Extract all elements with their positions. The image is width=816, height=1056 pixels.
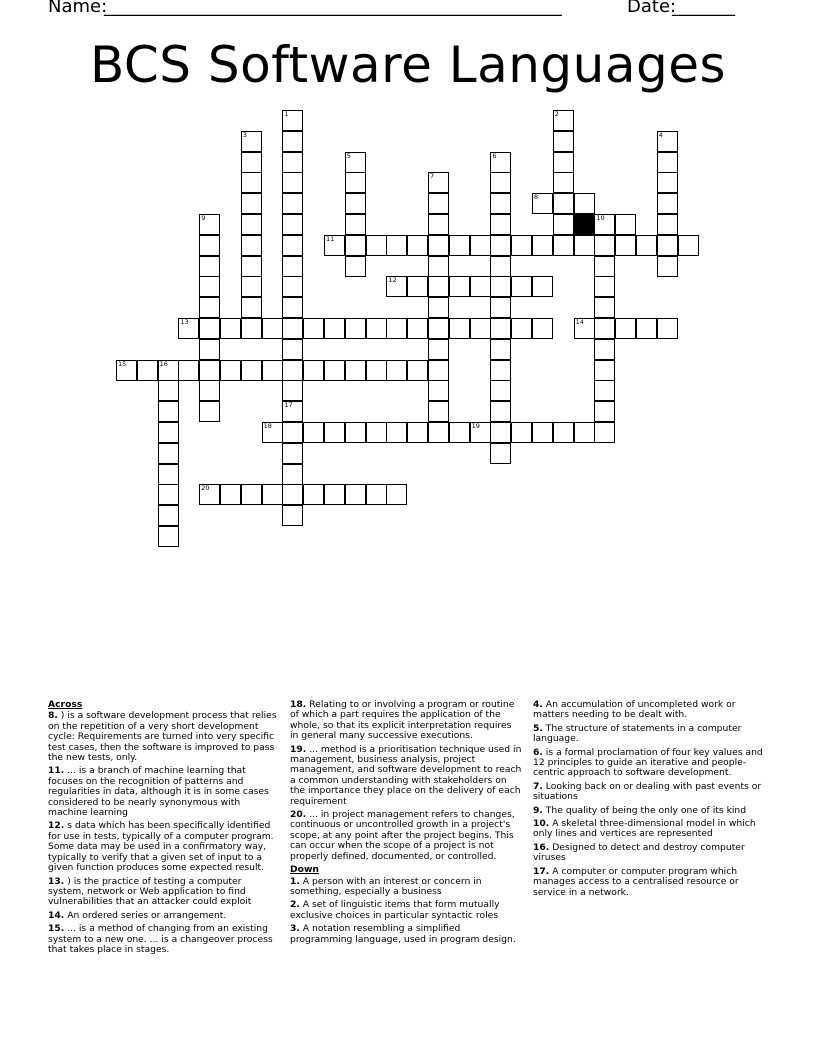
down-clue-2 (290, 900, 522, 921)
clue-num: 12. (48, 820, 65, 832)
clue-text: Looking back on or dealing with past events or situations (533, 780, 762, 803)
grid-cell[interactable] (594, 401, 615, 422)
grid-cell[interactable] (241, 235, 262, 256)
date-label: Date: (627, 0, 677, 17)
clue-number-11: 11 (326, 234, 335, 243)
grid-cell[interactable] (490, 360, 511, 381)
clues-column-2 (290, 700, 522, 948)
grid-cell[interactable] (511, 276, 532, 297)
grid-cell[interactable] (241, 193, 262, 214)
grid-cell[interactable] (324, 422, 345, 443)
grid-cell[interactable] (366, 318, 387, 339)
grid-cell[interactable] (594, 256, 615, 277)
grid-cell[interactable] (407, 422, 428, 443)
grid-cell[interactable] (199, 380, 220, 401)
clue-number-10: 10 (596, 214, 605, 222)
grid-cell[interactable] (158, 484, 179, 505)
grid-cell[interactable] (657, 193, 678, 214)
grid-cell[interactable] (345, 235, 366, 256)
grid-cell[interactable] (553, 193, 574, 214)
grid-cell[interactable] (282, 131, 303, 152)
grid-cell[interactable] (470, 276, 491, 297)
across-clue-13 (48, 877, 280, 908)
grid-cell[interactable] (594, 380, 615, 401)
clue-text: ) is the practice of testing a computer system, network or Web application to find vulnerabilities that an attacker could exploit (48, 875, 252, 908)
down-clue-7 (533, 782, 765, 803)
down-clue-10 (533, 819, 765, 840)
grid-cell[interactable] (615, 214, 636, 235)
grid-cell[interactable] (490, 235, 511, 256)
grid-cell[interactable] (158, 422, 179, 443)
grid-cell[interactable] (262, 318, 283, 339)
down-clue-3 (290, 924, 522, 945)
grid-cell[interactable] (241, 256, 262, 277)
grid-cell[interactable] (449, 235, 470, 256)
clue-num: 10. (533, 818, 550, 830)
grid-cell[interactable] (199, 318, 220, 339)
clue-number-4: 4 (658, 130, 663, 139)
grid-cell[interactable] (303, 360, 324, 381)
grid-cell[interactable] (366, 484, 387, 505)
grid-cell[interactable] (241, 214, 262, 235)
grid-cell[interactable] (199, 339, 220, 360)
across-clue-8 (48, 711, 280, 763)
down-clue-1 (290, 877, 522, 898)
across-clue-19 (290, 745, 522, 807)
grid-cell[interactable] (282, 297, 303, 318)
grid-cell[interactable] (636, 235, 657, 256)
grid-cell[interactable] (158, 443, 179, 464)
grid-cell[interactable] (553, 172, 574, 193)
grid-cell[interactable] (657, 214, 678, 235)
grid-cell[interactable] (553, 235, 574, 256)
clue-text: Designed to detect and destroy computer viruses (533, 841, 745, 864)
grid-cell[interactable] (282, 360, 303, 381)
grid-cell[interactable] (428, 380, 449, 401)
grid-cell[interactable] (241, 360, 262, 381)
grid-cell[interactable] (428, 297, 449, 318)
grid-cell[interactable] (199, 256, 220, 277)
grid-cell[interactable] (158, 526, 179, 547)
grid-cell[interactable] (407, 276, 428, 297)
grid-cell[interactable] (490, 380, 511, 401)
across-clue-15 (48, 924, 280, 955)
across-clue-14 (48, 911, 280, 921)
clue-number-2: 2 (554, 110, 559, 118)
grid-cell[interactable] (594, 422, 615, 443)
date-line[interactable]: _______ (672, 0, 735, 17)
grid-cell[interactable] (178, 360, 199, 381)
down-clue-17 (533, 867, 765, 898)
grid-cell[interactable] (636, 318, 657, 339)
clue-number-6: 6 (492, 151, 497, 160)
clue-text: is a formal proclamation of four key values and 12 principles to guide an iterative and people-centric approach to software development. (533, 746, 763, 779)
clue-text: A person with an interest or concern in something, especially a business (290, 875, 482, 897)
clue-text: A set of linguistic items that form mutually exclusive choices in particular syntactic roles (290, 899, 500, 921)
grid-cell[interactable] (407, 318, 428, 339)
grid-cell[interactable] (345, 172, 366, 193)
across-heading: Across (48, 699, 83, 710)
clue-number-7: 7 (430, 172, 435, 181)
clue-number-3: 3 (242, 130, 247, 139)
clue-text: The quality of being the only one of its kind (542, 804, 747, 816)
grid-cell[interactable] (428, 235, 449, 256)
grid-cell[interactable] (594, 339, 615, 360)
grid-cell[interactable] (345, 256, 366, 277)
clue-num: 11. (48, 765, 65, 777)
grid-cell[interactable] (449, 276, 470, 297)
grid-cell[interactable] (303, 484, 324, 505)
grid-cell[interactable] (282, 214, 303, 235)
grid-cell[interactable] (428, 360, 449, 381)
clue-number-13: 13 (180, 318, 189, 326)
grid-cell[interactable] (324, 360, 345, 381)
grid-cell[interactable] (366, 235, 387, 256)
grid-cell[interactable] (678, 235, 699, 256)
grid-cell[interactable] (553, 422, 574, 443)
grid-cell[interactable] (532, 276, 553, 297)
grid-cell[interactable] (532, 235, 553, 256)
clue-text: A skeletal three-dimensional model in which only lines and vertices are represented (533, 818, 756, 840)
grid-cell[interactable] (158, 380, 179, 401)
clue-number-5: 5 (346, 151, 351, 160)
grid-cell[interactable] (470, 318, 491, 339)
clue-num: 2. (290, 899, 300, 911)
name-line[interactable]: ____________________________________________________ (104, 0, 562, 17)
grid-cell[interactable] (490, 318, 511, 339)
grid-cell[interactable] (282, 443, 303, 464)
grid-cell[interactable] (490, 214, 511, 235)
clue-text: ) is a software development process that relies on the repetition of a very short development cycle: Requirements are turned into very specific test cases, then the software is improved to pass the new tests, only. (48, 710, 277, 764)
grid-cell[interactable] (386, 484, 407, 505)
grid-cell[interactable] (137, 360, 158, 381)
clue-number-18: 18 (263, 422, 272, 430)
down-heading: Down (290, 864, 319, 876)
grid-cell[interactable] (594, 276, 615, 297)
grid-cell[interactable] (282, 318, 303, 339)
grid-cell[interactable] (241, 297, 262, 318)
grid-cell[interactable] (241, 152, 262, 173)
grid-cell[interactable] (199, 276, 220, 297)
clue-num: 4. (533, 699, 543, 710)
grid-cell[interactable] (241, 318, 262, 339)
clue-number-17: 17 (284, 401, 293, 410)
grid-cell[interactable] (594, 360, 615, 381)
clue-num: 18. (290, 699, 307, 710)
grid-cell[interactable] (594, 318, 615, 339)
clue-number-20: 20 (201, 484, 210, 493)
grid-cell[interactable] (490, 256, 511, 277)
grid-cell[interactable] (282, 380, 303, 401)
grid-cell[interactable] (449, 422, 470, 443)
grid-cell[interactable] (490, 422, 511, 443)
grid-cell[interactable] (303, 422, 324, 443)
grid-cell[interactable] (282, 484, 303, 505)
grid-cell[interactable] (262, 484, 283, 505)
grid-cell[interactable] (428, 214, 449, 235)
page-title: BCS Software Languages (89, 36, 727, 94)
grid-cell[interactable] (158, 464, 179, 485)
grid-cell[interactable] (594, 297, 615, 318)
grid-cell[interactable] (449, 318, 470, 339)
grid-cell[interactable] (199, 401, 220, 422)
clue-number-12: 12 (388, 276, 397, 285)
clue-num: 14. (48, 909, 65, 921)
clue-num: 8. (48, 710, 58, 722)
clue-number-9: 9 (201, 214, 206, 222)
grid-cell[interactable] (220, 484, 241, 505)
clue-text: s data which has been specifically identified for use in tests, typically of a computer program. Some data may be used in a confirmatory way, typically to verify that a given set of input to a given function produces some expected result. (48, 820, 274, 874)
clue-text: A computer or computer program which manages access to a centralised resource or service in a network. (533, 865, 739, 898)
clue-num: 5. (533, 722, 543, 734)
clue-number-8: 8 (534, 193, 539, 202)
down-clue-5 (533, 724, 765, 745)
grid-cell[interactable] (407, 235, 428, 256)
grid-cell[interactable] (428, 276, 449, 297)
grid-cell[interactable] (574, 422, 595, 443)
grid-cell[interactable] (615, 235, 636, 256)
grid-cell[interactable] (282, 276, 303, 297)
grid-cell[interactable] (553, 214, 574, 235)
across-clue-20 (290, 810, 522, 862)
clue-num: 9. (533, 804, 543, 816)
across-clue-18 (290, 700, 522, 742)
across-clue-11 (48, 766, 280, 818)
grid-cell[interactable] (282, 256, 303, 277)
down-clue-16 (533, 843, 765, 864)
grid-cell[interactable] (345, 193, 366, 214)
grid-cell[interactable] (428, 401, 449, 422)
down-clue-4 (533, 700, 765, 721)
clues-column-1 (48, 700, 280, 958)
down-clue-9 (533, 806, 765, 816)
clue-num: 17. (533, 865, 550, 877)
grid-cell[interactable] (511, 235, 532, 256)
clue-num: 19. (290, 743, 307, 755)
grid-cell[interactable] (282, 422, 303, 443)
clue-text: Relating to or involving a program or routine of which a part requires the application of the whole, so that its explicit interpretation requires in general many successive executions. (290, 699, 515, 742)
clue-number-19: 19 (471, 422, 480, 430)
grid-cell[interactable] (220, 360, 241, 381)
grid-cell[interactable] (158, 401, 179, 422)
clue-text: An ordered series or arrangement. (64, 909, 227, 921)
clue-text: ... is a method of changing from an existing system to a new one. ... is a changeover process that takes place in stages. (48, 923, 273, 955)
grid-cell[interactable] (532, 318, 553, 339)
grid-cell[interactable] (386, 235, 407, 256)
grid-cell[interactable] (282, 505, 303, 526)
clue-num: 7. (533, 780, 543, 792)
grid-cell[interactable] (511, 318, 532, 339)
clues-column-3 (533, 700, 765, 901)
grid-block (574, 214, 595, 235)
grid-cell[interactable] (657, 172, 678, 193)
clue-num: 15. (48, 923, 65, 935)
grid-cell[interactable] (241, 172, 262, 193)
across-clue-12 (48, 821, 280, 873)
clue-number-1: 1 (284, 110, 289, 118)
grid-cell[interactable] (428, 318, 449, 339)
grid-cell[interactable] (199, 235, 220, 256)
grid-cell[interactable] (345, 422, 366, 443)
grid-cell[interactable] (511, 422, 532, 443)
grid-cell[interactable] (366, 422, 387, 443)
grid-cell[interactable] (407, 360, 428, 381)
grid-cell[interactable] (574, 235, 595, 256)
grid-cell[interactable] (428, 256, 449, 277)
grid-cell[interactable] (324, 318, 345, 339)
grid-cell[interactable] (553, 152, 574, 173)
grid-cell[interactable] (657, 256, 678, 277)
grid-cell[interactable] (282, 193, 303, 214)
grid-cell[interactable] (345, 214, 366, 235)
clue-number-14: 14 (575, 318, 584, 326)
grid-cell[interactable] (282, 464, 303, 485)
clue-text: A notation resembling a simplified programming language, used in program design. (290, 923, 516, 945)
grid-cell[interactable] (532, 422, 553, 443)
clue-text: The structure of statements in a computer language. (533, 722, 742, 745)
grid-cell[interactable] (386, 360, 407, 381)
grid-cell[interactable] (220, 318, 241, 339)
grid-cell[interactable] (345, 360, 366, 381)
clue-text: ... in project management refers to changes, continuous or uncontrolled growth in a project's scope, at any point after the project begins. This can occur when the scope of a project is not properly defined, documented, or controlled. (290, 809, 515, 862)
clue-number-16: 16 (159, 359, 168, 368)
grid-cell[interactable] (282, 235, 303, 256)
clue-text: ... method is a prioritisation technique used in management, business analysis, project management, and software development to reach a common understanding with stakeholders on the importance they place on the delivery of each requirement (290, 743, 522, 807)
grid-cell[interactable] (490, 276, 511, 297)
grid-cell[interactable] (366, 360, 387, 381)
clue-text: ... is a branch of machine learning that focuses on the recognition of patterns and regularities in data, although it is in some cases considered to be nearly synonymous with machine learning (48, 765, 269, 819)
clue-num: 1. (290, 875, 300, 887)
grid-cell[interactable] (490, 339, 511, 360)
clue-num: 6. (533, 746, 543, 758)
clue-text: An accumulation of uncompleted work or matters needing to be dealt with. (533, 699, 736, 721)
grid-cell[interactable] (490, 401, 511, 422)
grid-cell[interactable] (657, 152, 678, 173)
grid-cell[interactable] (428, 339, 449, 360)
grid-cell[interactable] (241, 484, 262, 505)
grid-cell[interactable] (490, 172, 511, 193)
grid-cell[interactable] (615, 318, 636, 339)
grid-cell[interactable] (345, 318, 366, 339)
grid-cell[interactable] (303, 318, 324, 339)
grid-cell[interactable] (490, 297, 511, 318)
grid-cell[interactable] (490, 443, 511, 464)
clue-num: 20. (290, 809, 307, 821)
grid-cell[interactable] (657, 235, 678, 256)
grid-cell[interactable] (199, 297, 220, 318)
clue-num: 13. (48, 875, 65, 887)
grid-cell[interactable] (199, 360, 220, 381)
grid-cell[interactable] (490, 193, 511, 214)
grid-cell[interactable] (324, 484, 345, 505)
down-clue-6 (533, 748, 765, 779)
grid-cell[interactable] (594, 235, 615, 256)
clue-number-15: 15 (118, 359, 127, 368)
grid-cell[interactable] (386, 422, 407, 443)
grid-cell[interactable] (345, 484, 366, 505)
grid-cell[interactable] (428, 422, 449, 443)
clue-num: 16. (533, 841, 550, 853)
grid-cell[interactable] (282, 172, 303, 193)
grid-cell[interactable] (262, 360, 283, 381)
clue-num: 3. (290, 923, 300, 935)
grid-cell[interactable] (553, 131, 574, 152)
grid-cell[interactable] (470, 235, 491, 256)
grid-cell[interactable] (428, 193, 449, 214)
name-label: Name: (48, 0, 108, 17)
grid-cell[interactable] (282, 152, 303, 173)
grid-cell[interactable] (657, 318, 678, 339)
grid-cell[interactable] (158, 505, 179, 526)
grid-cell[interactable] (282, 339, 303, 360)
grid-cell[interactable] (574, 193, 595, 214)
grid-cell[interactable] (241, 276, 262, 297)
grid-cell[interactable] (386, 318, 407, 339)
